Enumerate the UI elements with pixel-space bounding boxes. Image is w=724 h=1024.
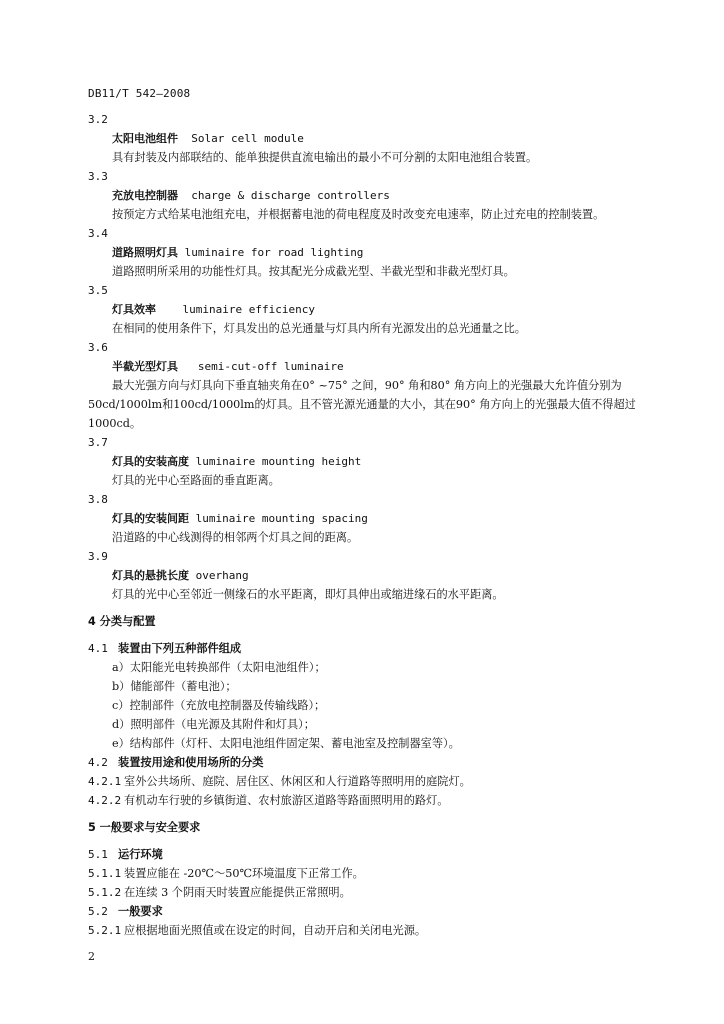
term-definition: 具有封装及内部联结的、能单独提供直流电输出的最小不可分割的太阳电池组合装置。 (112, 151, 538, 164)
term-number: 3.6 (88, 341, 108, 354)
subsection-title: 运行环境 (118, 848, 163, 861)
term-number: 3.3 (88, 170, 108, 183)
subsection-number: 4.2 (88, 756, 108, 769)
term-definition: 灯具的光中心至路面的垂直距离。 (112, 474, 280, 487)
clause-5-1-1 (88, 864, 660, 883)
clause-4-2-2 (88, 791, 660, 810)
term-number: 3.5 (88, 284, 108, 297)
term-name-en: luminaire mounting height (195, 455, 362, 468)
subsection-title: 装置按用途和使用场所的分类 (118, 756, 264, 769)
subsection-4-2 (88, 753, 660, 772)
subsection-number: 5.2 (88, 905, 108, 918)
clause-number: 5.1.2 (88, 886, 122, 899)
section-5-title: 5 一般要求与安全要求 (88, 821, 201, 834)
term-name-en: luminaire efficiency (182, 303, 315, 316)
term-heading (88, 509, 660, 528)
list-item: e）结构部件（灯杆、太阳电池组件固定架、蓄电池室及控制器室等）。 (112, 737, 460, 750)
term-name-zh: 灯具的悬挑长度 (112, 569, 189, 582)
document-body (88, 110, 660, 940)
term-heading (88, 357, 660, 376)
term-name-en: luminaire for road lighting (184, 246, 364, 259)
term-heading (88, 129, 660, 148)
subsection-5-1 (88, 845, 660, 864)
term-name-zh: 灯具的安装高度 (112, 455, 189, 468)
subsection-4-1 (88, 639, 660, 658)
clause-number: 4.2.2 (88, 794, 122, 807)
term-number: 3.2 (88, 113, 108, 126)
term-definition: 在相同的使用条件下，灯具发出的总光通量与灯具内所有光源发出的总光通量之比。 (112, 322, 526, 335)
clause-4-2-1 (88, 772, 660, 791)
clause-number: 4.2.1 (88, 775, 122, 788)
list-item: d）照明部件（电光源及其附件和灯具）； (112, 718, 315, 731)
page-number: 2 (88, 950, 95, 963)
clause-text: 室外公共场所、庭院、居住区、休闲区和人行道路等照明用的庭院灯。 (124, 775, 471, 788)
document-code-header: DB11/T 542—2008 (88, 87, 191, 100)
clause-number: 5.2.1 (88, 924, 122, 937)
term-definition: 沿道路的中心线测得的相邻两个灯具之间的距离。 (112, 531, 359, 544)
clause-text: 在连续 3 个阴雨天时装置应能提供正常照明。 (124, 886, 351, 899)
term-name-en: luminaire mounting spacing (195, 512, 368, 525)
term-name-zh: 灯具效率 (112, 303, 156, 316)
clause-5-2-1 (88, 921, 660, 940)
list-item: c）控制部件（充放电控制器及传输线路）； (112, 699, 326, 712)
term-heading (88, 243, 660, 262)
term-name-en: semi-cut-off luminaire (197, 360, 344, 373)
term-heading (88, 566, 660, 585)
term-number: 3.8 (88, 493, 108, 506)
term-heading (88, 186, 660, 205)
term-name-zh: 充放电控制器 (112, 189, 178, 202)
term-definition: 按预定方式给某电池组充电，并根据蓄电池的荷电程度及时改变充电速率，防止过充电的控制装置。 (112, 208, 605, 221)
subsection-number: 4.1 (88, 642, 108, 655)
term-name-zh: 道路照明灯具 (112, 246, 178, 259)
term-name-en: charge & discharge controllers (191, 189, 390, 202)
section-4-title: 4 分类与配置 (88, 615, 156, 628)
clause-text: 有机动车行驶的乡镇街道、农村旅游区道路等路面照明用的路灯。 (124, 794, 449, 807)
term-definition: 道路照明所采用的功能性灯具。按其配光分成截光型、半截光型和非截光型灯具。 (112, 265, 515, 278)
clause-text: 应根据地面光照值或在设定的时间，自动开启和关闭电光源。 (124, 924, 427, 937)
term-name-zh: 灯具的安装间距 (112, 512, 189, 525)
subsection-number: 5.1 (88, 848, 108, 861)
list-item: a）太阳能光电转换部件（太阳电池组件）； (112, 661, 326, 674)
clause-number: 5.1.1 (88, 867, 122, 880)
term-name-zh: 半截光型灯具 (112, 360, 178, 373)
term-name-zh: 太阳电池组件 (112, 132, 178, 145)
term-heading (88, 452, 660, 471)
term-name-en: Solar cell module (191, 132, 304, 145)
clause-5-1-2 (88, 883, 660, 902)
clause-text: 装置应能在 -20℃～50℃环境温度下正常工作。 (124, 867, 364, 880)
term-number: 3.7 (88, 436, 108, 449)
term-name-en: overhang (195, 569, 249, 582)
subsection-5-2 (88, 902, 660, 921)
subsection-title: 一般要求 (118, 905, 163, 918)
term-number: 3.4 (88, 227, 108, 240)
term-heading (88, 300, 660, 319)
term-definition: 最大光强方向与灯具向下垂直轴夹角在0° ~75° 之间，90° 角和80° 角方向上的光强最大允许值分别为50cd/1000lm和100cd/1000lm的灯具。且不管光源光通量的大小，其在90° 角方向上的光强最大值不得超过1000cd。 (88, 379, 636, 430)
list-item: b）储能部件（蓄电池）； (112, 680, 237, 693)
term-definition: 灯具的光中心至邻近一侧缘石的水平距离，即灯具伸出或缩进缘石的水平距离。 (112, 588, 504, 601)
term-number: 3.9 (88, 550, 108, 563)
subsection-title: 装置由下列五种部件组成 (118, 642, 242, 655)
